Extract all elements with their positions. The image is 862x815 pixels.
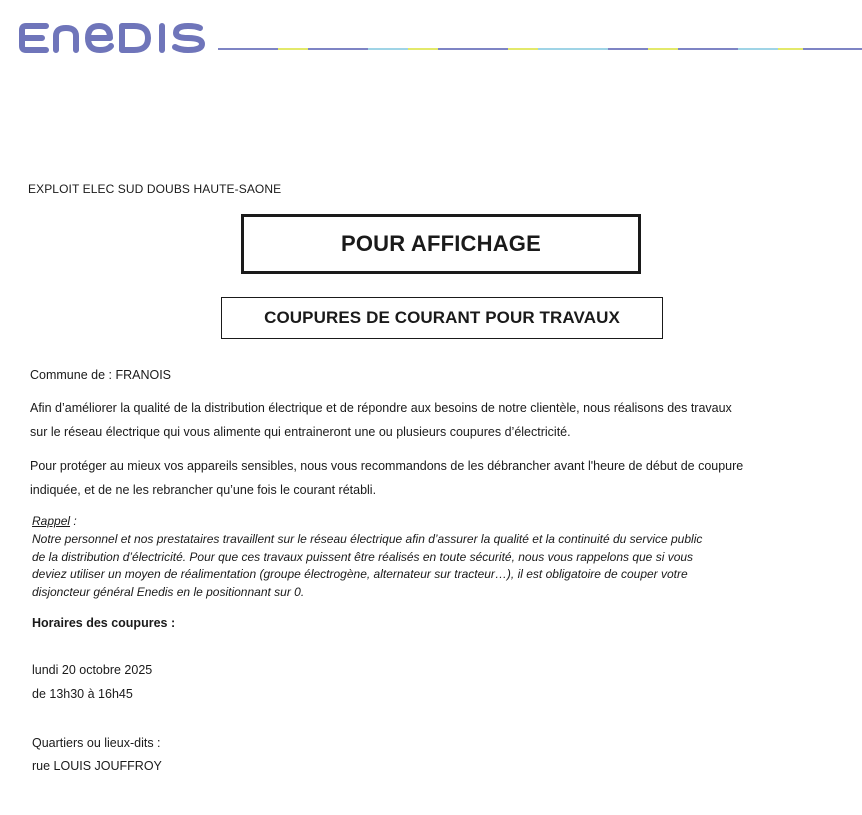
advice-paragraph	[30, 454, 830, 502]
outage-time: de 13h30 à 16h45	[32, 687, 133, 701]
subtitle-box	[221, 297, 663, 339]
areas-value: rue LOUIS JOUFFROY	[32, 759, 162, 773]
areas-label: Quartiers ou lieux-dits :	[32, 736, 161, 750]
main-title: POUR AFFICHAGE	[341, 231, 541, 256]
intro-line-2: sur le réseau électrique qui vous alimente qui entraineront une ou plusieurs coupures d’électricité.	[30, 425, 571, 439]
rappel-line-4: disjoncteur général Enedis en le positionnant sur 0.	[32, 584, 305, 599]
subtitle: COUPURES DE COURANT POUR TRAVAUX	[264, 308, 620, 327]
rappel-line-3: deviez utiliser un moyen de réalimentation (groupe électrogène, alternateur sur tracteur…), il est obligatoire de couper votre	[32, 567, 688, 581]
rappel-line-1: Notre personnel et nos prestataires travaillent sur le réseau électrique afin d’assurer la qualité et la continuité du service public	[32, 532, 703, 546]
intro-line-1: Afin d’améliorer la qualité de la distribution électrique et de répondre aux besoins de notre clientèle, nous réalisons des travaux	[30, 401, 732, 415]
department-label: EXPLOIT ELEC SUD DOUBS HAUTE-SAONE	[28, 182, 282, 196]
rappel-paragraph	[32, 531, 822, 601]
rappel-heading	[32, 514, 77, 528]
main-title-box	[241, 214, 641, 274]
advice-line-2: indiquée, et de ne les rebrancher qu’une fois le courant rétabli.	[30, 483, 377, 497]
rappel-line-2: de la distribution d’électricité. Pour que ces travaux puissent être réalisés en toute sécurité, nous vous rappelons que si vous	[32, 549, 694, 564]
rappel-title: Rappel	[32, 514, 71, 528]
rappel-colon: :	[70, 514, 77, 528]
enedis-logo	[16, 14, 216, 62]
commune-line: Commune de : FRANOIS	[30, 368, 172, 382]
enedis-logo-icon	[16, 14, 216, 62]
intro-paragraph	[30, 396, 830, 444]
schedule-heading: Horaires des coupures :	[32, 616, 176, 630]
outage-date: lundi 20 octobre 2025	[32, 663, 153, 677]
advice-line-1: Pour protéger au mieux vos appareils sensibles, nous vous recommandons de les débrancher avant l'heure de début de coupure	[30, 459, 744, 473]
header-divider	[218, 47, 862, 51]
